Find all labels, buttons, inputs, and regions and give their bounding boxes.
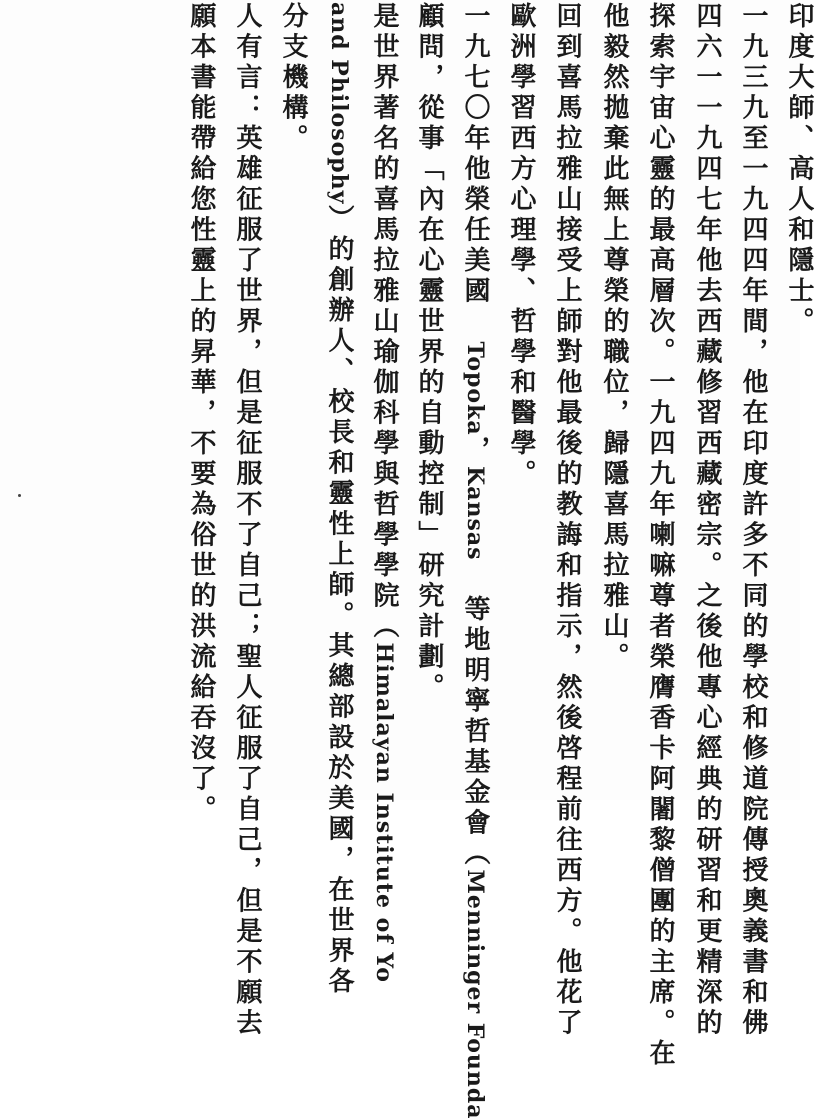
text-column-3: 四六一一九四七年他去西藏修習西藏密宗。之後他專心經典的研習和更精深的 — [692, 2, 722, 1039]
text-column-2: 一九三九至一九四四年間，他在印度許多不同的學校和修道院傳授奧義書和佛 — [738, 2, 768, 1039]
text-column-1: 印度大師、高人和隱士。 — [784, 2, 814, 338]
text-column-13: 人有言：英雄征服了世界，但是征服不了自己；聖人征服了自己，但是不願去 — [232, 2, 262, 1039]
text-column-4: 探索宇宙心靈的最高層次。一九四九年喇嘛尊者榮膺香卡阿闍黎僧團的主席。在 — [645, 2, 675, 1070]
text-column-9: 顧問，從事「內在心靈世界的自動控制」研究計劃。 — [414, 2, 444, 704]
text-column-10: 是世界著名的喜馬拉雅山瑜伽科學與哲學學院（Himalayan Institute of Yo — [369, 2, 399, 983]
text-column-7: 歐洲學習西方心理學、哲學和醫學。 — [506, 2, 536, 490]
text-column-11: and Philosophy）的創辦人、校長和靈性上師。其總部設於美國，在世界各 — [324, 2, 354, 998]
text-column-12: 分支機構。 — [278, 2, 308, 155]
text-column-5: 他毅然拋棄此無上尊榮的職位，歸隱喜馬拉雅山。 — [599, 2, 629, 673]
text-column-8: 一九七〇年他榮任美國 Topoka，Kansas 等地明寧哲基金會（Menninger Founda — [460, 2, 490, 1120]
scan-speck — [18, 494, 21, 497]
text-column-14: 願本書能帶給您性靈上的昇華，不要為俗世的洪流給吞沒了。 — [186, 2, 216, 826]
text-column-6: 回到喜馬拉雅山接受上師對他最後的教誨和指示，然後啓程前往西方。他花了 — [552, 2, 582, 1039]
